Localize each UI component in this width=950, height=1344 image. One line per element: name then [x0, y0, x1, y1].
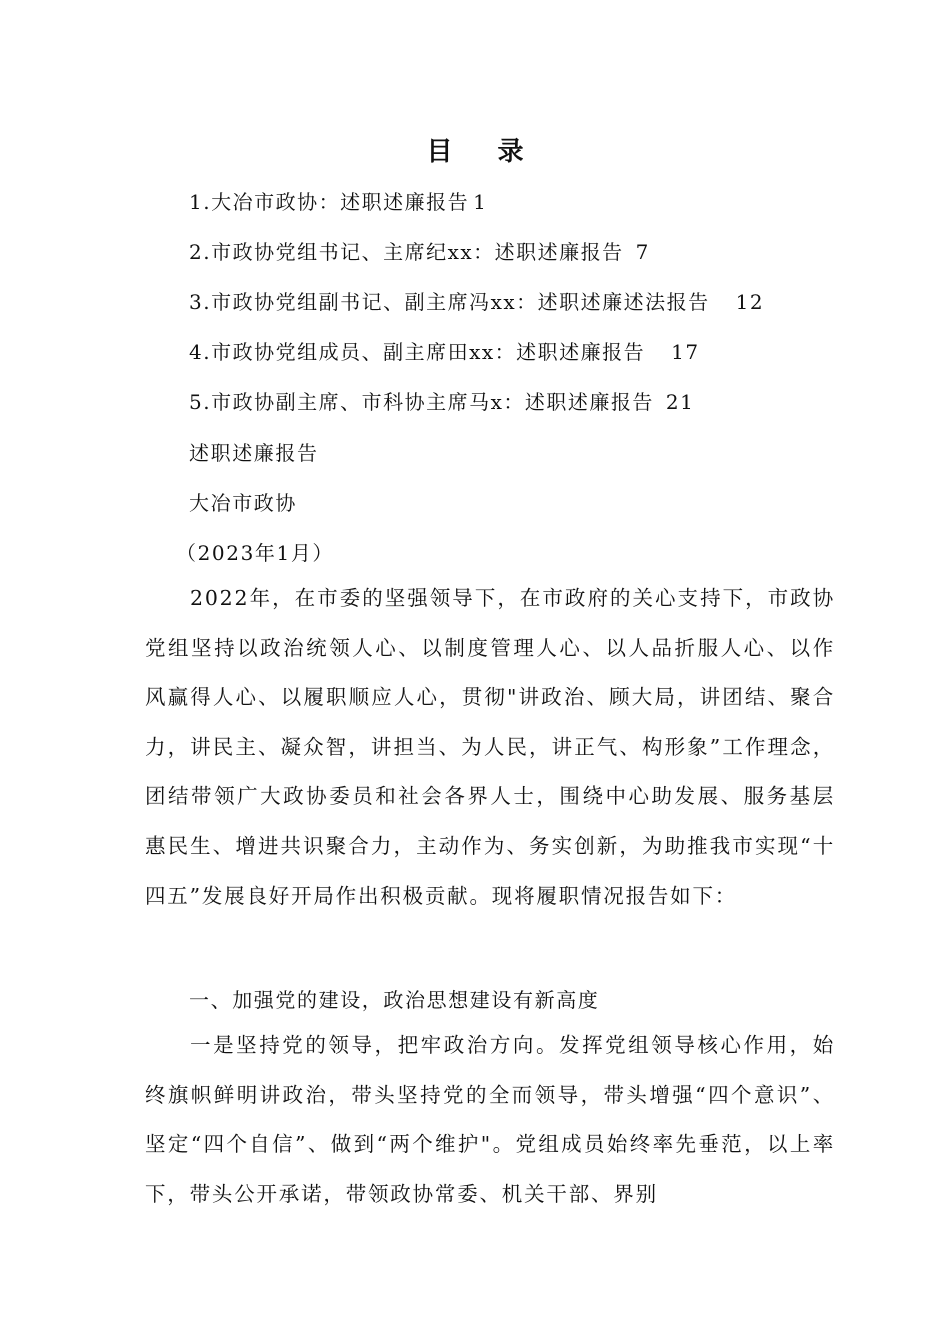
- toc-entry-page: 21: [665, 390, 695, 414]
- body-paragraph-1: 2022年，在市委的坚强领导下，在市政府的关心支持下，市政协党组坚持以政治统领人心、以制度管理人心、以人品折服人心、以作风赢得人心、以履职顺应人心，贯彻"讲政治、顾大局，讲团结、聚合力，讲民主、凝众智，讲担当、为人民，讲正气、构形象”工作理念，团结带领广大政协委员和社会各界人士，围绕中心助发展、服务基层惠民生、增进共识聚合力，主动作为、务实创新，为助推我市实现“十四五”发展良好开局作出积极贡献。现将履职情况报告如下：: [145, 586, 835, 908]
- toc-entry-page: 1: [473, 190, 488, 214]
- toc-entry-page: 7: [635, 240, 650, 264]
- body-paragraph-2: 一是坚持党的领导，把牢政治方向。发挥党组领导核心作用，始终旗帜鲜明讲政治，带头坚持党的全而领导，带头增强“四个意识”、坚定“四个自信”、做到“两个维护"。党组成员始终率先垂范，以上率下，带头公开承诺，带领政协常委、机关干部、界别: [145, 1033, 835, 1206]
- toc-entry-3[interactable]: [189, 286, 764, 315]
- toc-entry-text: 2.市政协党组书记、主席纪xx：述职述廉报告: [189, 240, 624, 264]
- report-org: 大冶市政协: [189, 491, 297, 515]
- toc-title: 目 录: [426, 137, 542, 167]
- section-heading-1: 一、加强党的建设，政治思想建设有新高度: [189, 988, 600, 1012]
- toc-entry-text: 1.大冶市政协：述职述廉报告: [189, 190, 470, 214]
- toc-entry-text: 4.市政协党组成员、副主席田xx：述职述廉报告: [189, 340, 646, 364]
- report-title: 述职述廉报告: [189, 441, 319, 465]
- toc-entry-text: 3.市政协党组副书记、副主席冯xx：述职述廉述法报告: [189, 290, 710, 314]
- toc-entry-5[interactable]: [189, 386, 694, 415]
- toc-entry-4[interactable]: [189, 336, 700, 365]
- toc-entry-page: 17: [671, 340, 700, 364]
- toc-entry-page: 12: [735, 290, 765, 314]
- toc-entry-1[interactable]: [189, 186, 487, 215]
- report-date: （2023年1月）: [176, 541, 335, 565]
- toc-entry-2[interactable]: [189, 236, 650, 265]
- toc-entry-text: 5.市政协副主席、市科协主席马x：述职述廉报告: [189, 390, 654, 414]
